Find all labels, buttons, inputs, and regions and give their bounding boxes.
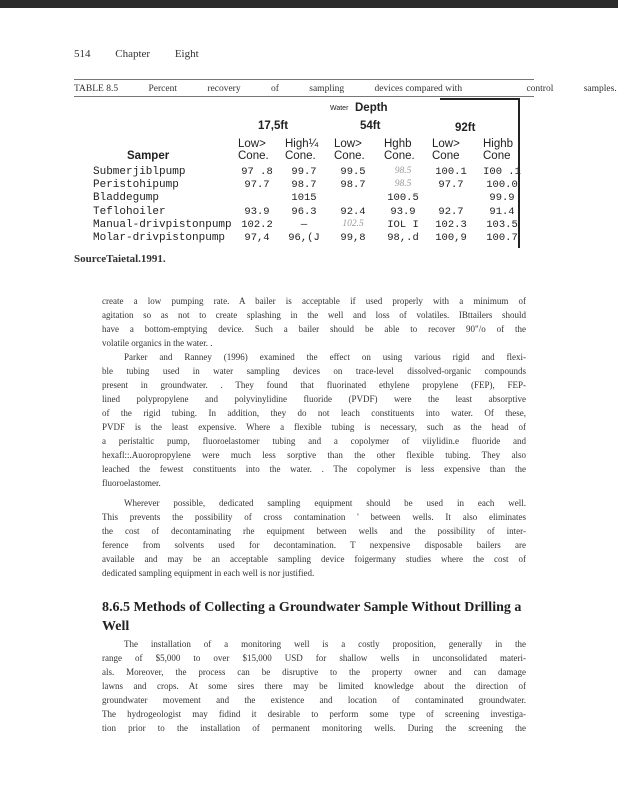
- table-cell: 93.9: [390, 205, 416, 218]
- table-cell: 97.7: [244, 179, 270, 192]
- text-line: ble tubing used in water sampling devices on trace-level dissolved-organic compounds: [102, 366, 526, 376]
- table-cell: 98,.d: [387, 232, 419, 244]
- column-header-line: Low>: [334, 138, 362, 150]
- table-cell: 103.5: [486, 218, 518, 231]
- table-row-label: Bladdegump: [93, 192, 160, 205]
- text-line: volatile organics in the water. .: [102, 338, 213, 348]
- table-cell: 97.7: [438, 179, 464, 192]
- text-line: available and may be an acceptable sampling device foigermany studies where the cost of: [102, 554, 526, 564]
- table-cell: 100.1: [435, 166, 467, 178]
- table-source-note: SourceTaietal.1991.: [74, 253, 166, 265]
- caption-word: devices compared with: [374, 84, 463, 94]
- text-line: present in groundwater. . They found that fluorinated ethylene propylene (FEP), FEP-: [102, 380, 526, 390]
- text-line: leached the fewest constituents into the water. . The copolymer is less expensive than the: [102, 464, 526, 474]
- text-line: have a bottom-emptying device. Such a bailer should be able to recover 90"/o of the: [102, 324, 526, 334]
- sampler-column-header: Samper: [127, 150, 170, 162]
- caption-word: of: [270, 84, 279, 94]
- table-cell: 97 .8: [241, 166, 273, 178]
- water-label: Water: [330, 105, 349, 112]
- text-line: groundwater movement and the existence and location of contaminated groundwater.: [102, 695, 526, 705]
- column-header-line: Low>: [238, 138, 266, 150]
- text-line: dedicated sampling equipment in each well is nor justified.: [102, 568, 315, 578]
- caption-word: Percent: [148, 84, 177, 94]
- column-header-line: Cone: [483, 150, 511, 162]
- table-cell: 96,(J: [288, 232, 320, 244]
- column-header-line: Cone.: [384, 150, 415, 162]
- depth-label: Depth: [355, 102, 388, 114]
- text-line: Wherever possible, dedicated sampling equipment should be used in each well.: [124, 498, 526, 508]
- caption-word: recovery: [207, 84, 241, 94]
- table-cell: 91.4: [489, 205, 515, 218]
- text-line: The installation of a monitoring well is a costly proposition, generally in the: [124, 639, 526, 649]
- table-cell: 98.5: [394, 179, 412, 190]
- chapter-number: Eight: [174, 48, 199, 60]
- text-line: a peristaltic pump, fluoroelastomer tubing and a copolymer of viiylidin.e fluoride and: [102, 436, 526, 446]
- text-line: create a low pumping rate. A bailer is acceptable if used properly with a minimum of: [102, 296, 526, 306]
- column-header-line: Cone.: [285, 150, 316, 162]
- column-header-line: Cone.: [334, 150, 365, 162]
- table-cell: I00 .1: [483, 166, 521, 178]
- table-cell: 98.7: [340, 179, 366, 192]
- depth-heading: 92ft: [455, 122, 476, 134]
- table-row-label: Peristohipump: [93, 179, 179, 192]
- paragraph: [102, 637, 526, 735]
- caption-word: samples.: [583, 84, 617, 94]
- table-cell: 102.2: [241, 218, 273, 231]
- column-header-line: Low>: [432, 138, 460, 150]
- page-top-bar: [0, 0, 618, 8]
- text-line: the cost of decontaminating rhe equipment between wells and the possibility of inter-: [102, 526, 526, 536]
- paragraph: [102, 350, 526, 490]
- caption-label: TABLE 8.5: [74, 84, 119, 94]
- text-line: range of $5,000 to over $15,000 USD for shallow wells in unconsolidated materi-: [102, 653, 526, 663]
- text-line: hexafl::.Auoropropylene were much less sorptive than the other flexible tubing. They also: [102, 450, 526, 460]
- text-line: This prevents the possibility of cross contamination ' between wells. It also eliminates: [102, 512, 526, 522]
- table-cell: 99.5: [340, 166, 366, 178]
- depth-heading: 17,5ft: [258, 120, 289, 132]
- paragraph: [102, 496, 526, 580]
- text-line: lawns and crops. At some sires there may be limited knowledge about the direction of: [102, 681, 526, 691]
- table-cell: 97,4: [244, 232, 270, 244]
- column-header-line: Hghb: [384, 138, 412, 150]
- table-row-label: Molar-drivpistonpump: [93, 232, 226, 244]
- text-line: ference from solvents used for decontamination. T nexpensive disposable bailers are: [102, 540, 526, 550]
- caption-bottom-rule: [74, 96, 534, 97]
- running-header: [74, 48, 221, 60]
- text-line: The hydrogeologist may fidind it desirable to perform some type of screening investiga-: [102, 709, 526, 719]
- column-header-line: Cone: [432, 150, 460, 162]
- table-caption: [74, 84, 618, 94]
- table-cell: 102.3: [435, 218, 467, 231]
- table-row-label: Manual-drivpistonpump: [93, 218, 232, 231]
- caption-word: control: [526, 84, 554, 94]
- text-line: tion prior to the installation of permanent monitoring wells. During the screening the: [102, 723, 526, 733]
- table-cell: 102.5: [342, 218, 364, 229]
- depth-heading: 54ft: [360, 120, 381, 132]
- table-cell: 98.7: [291, 179, 317, 192]
- table-cell: 98.5: [394, 166, 412, 176]
- table-cell: 99.9: [489, 192, 515, 205]
- column-header-line: Highb: [483, 138, 514, 150]
- table-cell: 93.9: [244, 205, 270, 218]
- section-heading: 8.6.5 Methods of Collecting a Groundwater Sample Without Drilling a Well: [102, 600, 522, 634]
- table-cell: 100.5: [387, 192, 419, 205]
- table-cell: 100,9: [435, 232, 467, 244]
- table-cell: 99.7: [291, 166, 317, 178]
- table-cell: 92.7: [438, 205, 464, 218]
- caption-top-rule: [74, 79, 534, 80]
- table-row-label: Teflohoiler: [93, 205, 166, 218]
- table-cell: 100.0: [486, 179, 518, 192]
- text-line: Parker and Ranney (1996) examined the effect on using various rigid and flexi-: [124, 352, 526, 362]
- table-cell: 1015: [291, 192, 317, 205]
- text-line: PVDF is the least expensive. Where a flexible tubing is necessary, such as the head of: [102, 422, 526, 432]
- column-header-line: Cone.: [238, 150, 269, 162]
- text-line: als. Moreover, the process can be disruptive to the property owner and can damage: [102, 667, 526, 677]
- table-row-label: Submerjiblpump: [93, 166, 186, 178]
- caption-word: sampling: [309, 84, 345, 94]
- page-number: 514: [74, 48, 91, 60]
- table-cell: 99,8: [340, 232, 366, 244]
- table-cell: IOL I: [387, 218, 419, 231]
- text-line: agitation so as not to create splashing in the well and loss of volatiles. IBttailers should: [102, 310, 526, 320]
- chapter-label: Chapter: [115, 48, 151, 60]
- paragraph: [102, 294, 526, 350]
- column-header-line: High¼: [285, 138, 319, 150]
- table-cell: —: [300, 218, 308, 231]
- text-line: fluoroelastomer.: [102, 478, 161, 488]
- table-cell: 92.4: [340, 205, 366, 218]
- text-line: lined polypropylene and polyvinylidine fluoride (PVDF) were the least absorptive: [102, 394, 526, 404]
- table-cell: 100.7: [486, 232, 518, 244]
- text-line: of the rigid tubing. In addition, they do not leach constituents into water. Of these,: [102, 408, 526, 418]
- table-cell: 96.3: [291, 205, 317, 218]
